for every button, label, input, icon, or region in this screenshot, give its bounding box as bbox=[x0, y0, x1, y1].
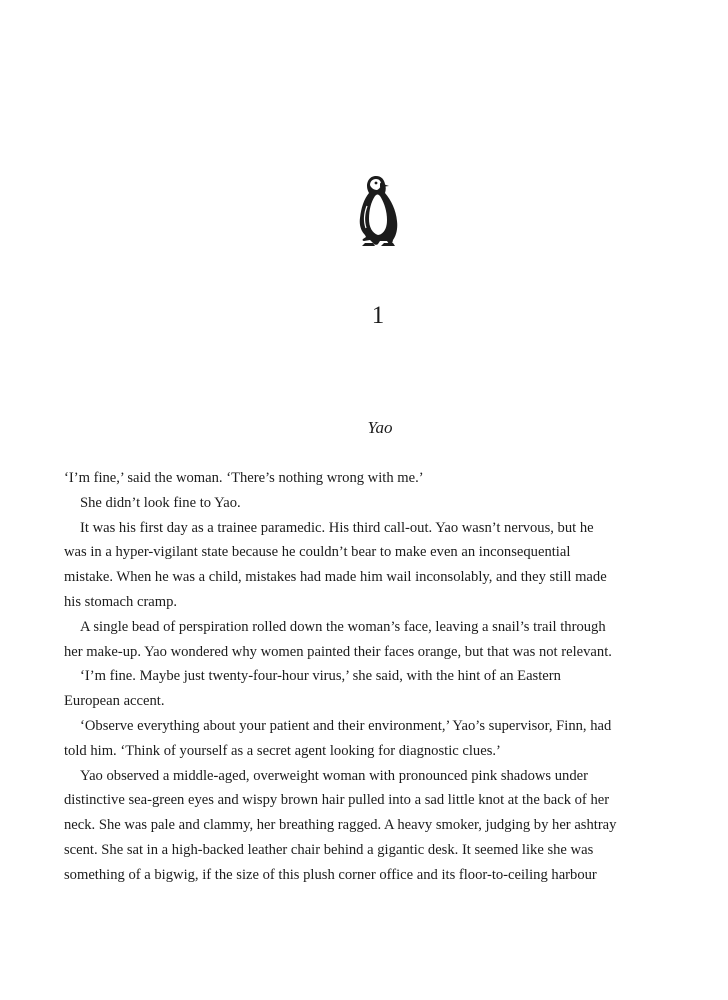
text-line: European accent. bbox=[64, 693, 165, 710]
text-line: ‘Observe everything about your patient and their environment,’ Yao’s supervisor, Finn, had bbox=[80, 717, 612, 734]
chapter-body bbox=[64, 466, 694, 888]
text-line: A single bead of perspiration rolled down the woman’s face, leaving a snail’s trail through bbox=[80, 618, 606, 635]
text-line: distinctive sea-green eyes and wispy brown hair pulled into a sad little knot at the back of her bbox=[64, 792, 610, 809]
text-line: mistake. When he was a child, mistakes had made him wail inconsolably, and they still made bbox=[64, 569, 607, 586]
text-line: something of a bigwig, if the size of this plush corner office and its floor-to-ceiling harbour bbox=[64, 866, 597, 883]
text-line: was in a hyper-vigilant state because he couldn’t bear to make even an inconsequential bbox=[64, 544, 571, 561]
text-line: She didn’t look fine to Yao. bbox=[80, 494, 241, 511]
text-line: her make-up. Yao wondered why women painted their faces orange, but that was not relevant. bbox=[64, 643, 612, 660]
text-line: neck. She was pale and clammy, her breathing ragged. A heavy smoker, judging by her ashtray bbox=[64, 817, 617, 834]
text-line: Yao observed a middle-aged, overweight woman with pronounced pink shadows under bbox=[80, 767, 588, 784]
chapter-title: Yao bbox=[367, 418, 393, 437]
text-line: told him. ‘Think of yourself as a secret agent looking for diagnostic clues.’ bbox=[64, 742, 501, 759]
penguin-icon bbox=[356, 174, 400, 252]
chapter-number: 1 bbox=[371, 302, 385, 329]
text-line: It was his first day as a trainee paramedic. His third call-out. Yao wasn’t nervous, but he bbox=[80, 519, 594, 536]
text-line: scent. She sat in a high-backed leather chair behind a gigantic desk. It seemed like she was bbox=[64, 841, 594, 858]
text-line: his stomach cramp. bbox=[64, 593, 178, 610]
text-line: ‘I’m fine. Maybe just twenty-four-hour virus,’ she said, with the hint of an Eastern bbox=[80, 668, 561, 685]
text-line: ‘I’m fine,’ said the woman. ‘There’s nothing wrong with me.’ bbox=[64, 470, 424, 486]
